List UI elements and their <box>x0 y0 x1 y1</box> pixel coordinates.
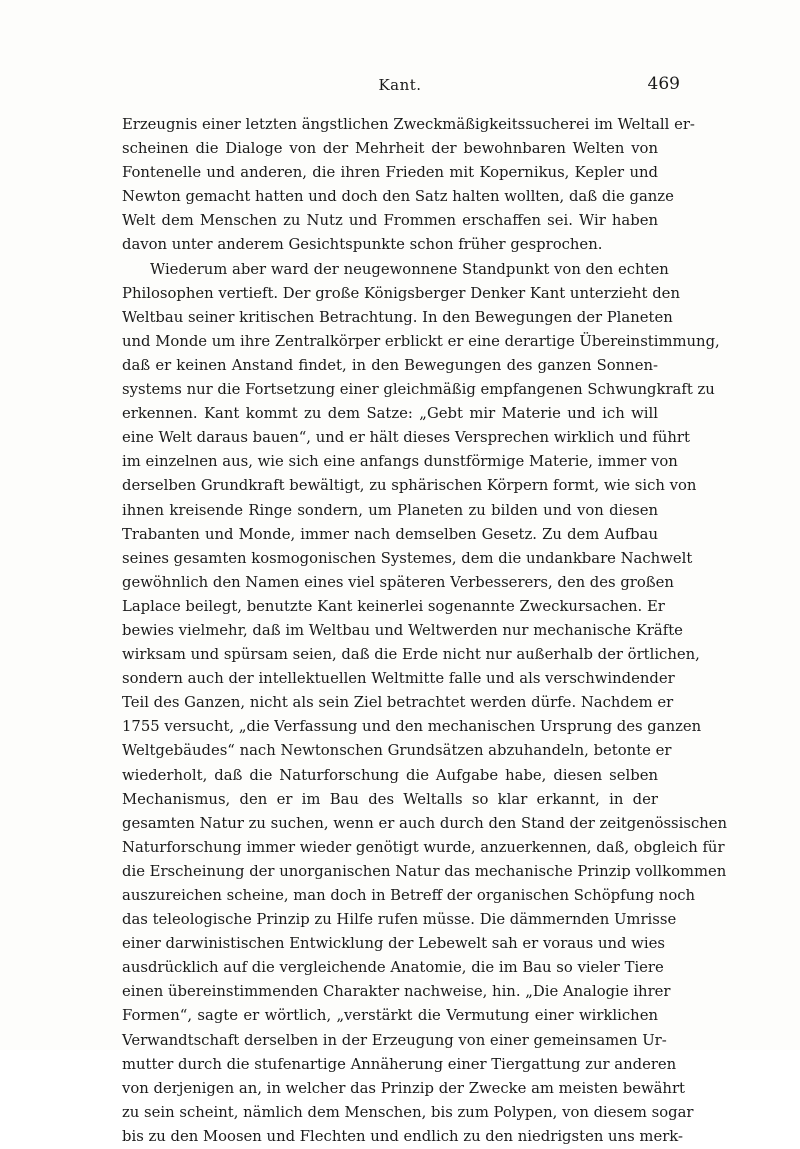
text-line: erkennen. Kant kommt zu dem Satze: „Gebt mir Materie und ich will <box>122 405 658 423</box>
text-line: Formen“, sagte er wörtlich, „verstärkt die Vermutung einer wirklichen <box>122 1007 658 1025</box>
text-line: Fontenelle und anderen, die ihren Frieden mit Kopernikus, Kepler und <box>122 164 658 182</box>
text-line: Welt dem Menschen zu Nutz und Frommen erschaffen sei. Wir haben <box>122 212 658 230</box>
text-line: daß er keinen Anstand findet, in den Bewegungen des ganzen Sonnen- <box>122 356 658 374</box>
text-line: Naturforschung immer wieder genötigt wurde, anzuerkennen, daß, obgleich für <box>122 838 725 856</box>
text-line: gesamten Natur zu suchen, wenn er auch durch den Stand der zeitgenössischen <box>122 814 728 832</box>
text-line: gewöhnlich den Namen eines viel späteren Verbesserers, den des großen <box>122 573 674 591</box>
text-line: mutter durch die stufenartige Annäherung einer Tiergattung zur anderen <box>122 1055 677 1073</box>
text-line: Trabanten und Monde, immer nach demselben Gesetz. Zu dem Aufbau <box>122 525 658 543</box>
text-line: Laplace beilegt, benutzte Kant keinerlei sogenannte Zweckursachen. Er <box>122 597 665 615</box>
body-text <box>122 113 728 1149</box>
text-line: Weltbau seiner kritischen Betrachtung. In den Bewegungen der Planeten <box>122 308 673 326</box>
text-line: Erzeugnis einer letzten ängstlichen Zweckmäßigkeitssucherei im Weltall er- <box>122 116 695 133</box>
text-line: bis zu den Moosen und Flechten und endlich zu den niedrigsten uns merk- <box>122 1127 683 1145</box>
text-line: Mechanismus, den er im Bau des Weltalls so klar erkannt, in der <box>122 790 658 808</box>
page-number: 469 <box>647 74 680 94</box>
text-line: einen übereinstimmenden Charakter nachweise, hin. „Die Analogie ihrer <box>122 983 671 1001</box>
text-line: Philosophen vertieft. Der große Königsberger Denker Kant unterzieht den <box>122 284 680 302</box>
page-header <box>120 72 680 102</box>
text-line: ausdrücklich auf die vergleichende Anatomie, die im Bau so vieler Tiere <box>122 959 664 977</box>
text-line: davon unter anderem Gesichtspunkte schon früher gesprochen. <box>122 236 603 254</box>
text-line: wirksam und spürsam seien, daß die Erde nicht nur außerhalb der örtlichen, <box>122 646 700 664</box>
text-line: die Erscheinung der unorganischen Natur das mechanische Prinzip vollkommen <box>122 862 727 880</box>
text-line: einer darwinistischen Entwicklung der Lebewelt sah er voraus und wies <box>122 935 665 953</box>
text-line: Newton gemacht hatten und doch den Satz halten wollten, daß die ganze <box>122 188 674 206</box>
text-line: und Monde um ihre Zentralkörper erblickt er eine derartige Übereinstimmung, <box>122 332 720 350</box>
text-line: Wiederum aber ward der neugewonnene Standpunkt von den echten <box>150 260 669 278</box>
text-line: auszureichen scheine, man doch in Betreff der organischen Schöpfung noch <box>122 887 696 904</box>
text-line: eine Welt daraus bauen“, und er hält dieses Versprechen wirklich und führt <box>122 429 690 447</box>
text-line: seines gesamten kosmogonischen Systemes, dem die undankbare Nachwelt <box>122 549 693 567</box>
text-line: ihnen kreisende Ringe sondern, um Planeten zu bilden und von diesen <box>122 501 658 519</box>
text-line: im einzelnen aus, wie sich eine anfangs dunstförmige Materie, immer von <box>122 453 678 471</box>
text-line: sondern auch der intellektuellen Weltmitte falle und als verschwindender <box>122 670 675 688</box>
text-line: von derjenigen an, in welcher das Prinzip der Zwecke am meisten bewährt <box>122 1079 685 1097</box>
text-line: bewies vielmehr, daß im Weltbau und Weltwerden nur mechanische Kräfte <box>122 621 683 639</box>
text-line: 1755 versucht, „die Verfassung und den mechanischen Ursprung des ganzen <box>122 718 702 736</box>
text-line: Verwandtschaft derselben in der Erzeugung von einer gemeinsamen Ur- <box>122 1031 667 1049</box>
text-line: scheinen die Dialoge von der Mehrheit der bewohnbaren Welten von <box>122 140 658 158</box>
text-line: wiederholt, daß die Naturforschung die Aufgabe habe, diesen selben <box>122 766 658 784</box>
text-line: zu sein scheint, nämlich dem Menschen, bis zum Polypen, von diesem sogar <box>122 1103 694 1121</box>
text-line: das teleologische Prinzip zu Hilfe rufen müsse. Die dämmernden Umrisse <box>122 911 677 929</box>
text-line: Teil des Ganzen, nicht als sein Ziel betrachtet werden dürfe. Nachdem er <box>122 694 674 712</box>
text-line: Weltgebäudes“ nach Newtonschen Grundsätzen abzuhandeln, betonte er <box>122 742 672 760</box>
text-line: derselben Grundkraft bewältigt, zu sphärischen Körpern formt, wie sich von <box>122 477 697 495</box>
running-head: Kant. <box>378 76 422 94</box>
text-line: systems nur die Fortsetzung einer gleichmäßig empfangenen Schwungkraft zu <box>122 381 715 399</box>
